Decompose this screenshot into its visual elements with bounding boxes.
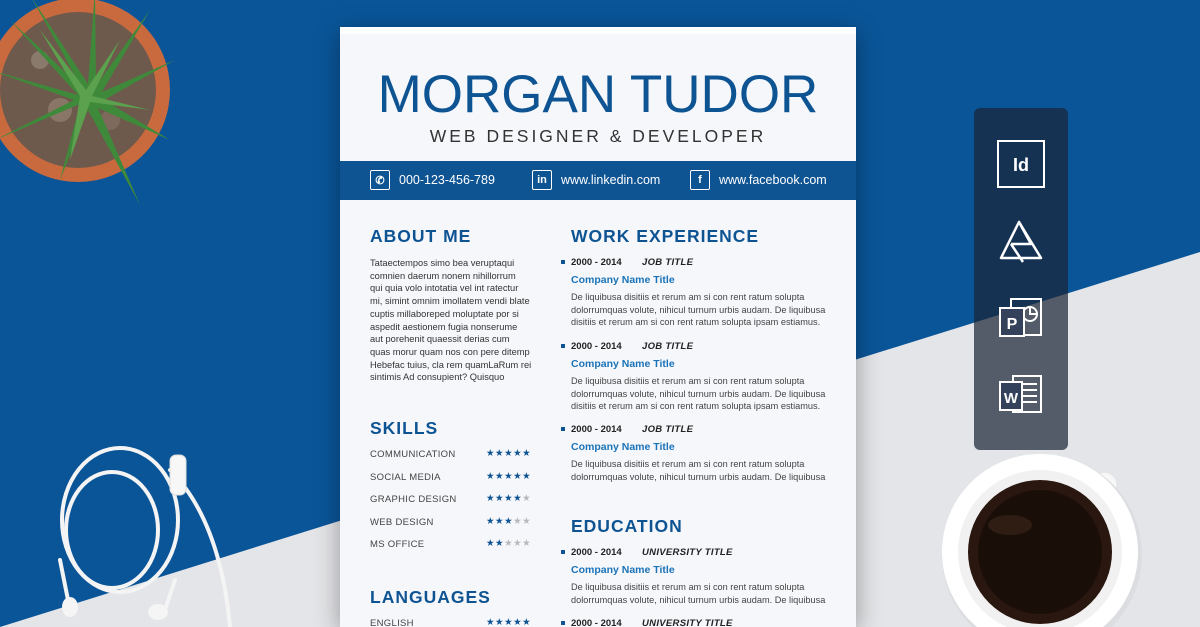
indesign-icon xyxy=(997,140,1045,188)
desc-line: disitiis et rerum am si con rent ratum solupta ipsam estiamus. xyxy=(571,317,821,327)
job-years: 2000 - 2014 xyxy=(571,257,622,268)
indesign-label: Id xyxy=(1013,155,1029,175)
resume-document xyxy=(340,27,856,627)
skill-row xyxy=(370,539,530,551)
education-years: 2000 - 2014 xyxy=(571,618,622,627)
contact-phone xyxy=(370,170,495,190)
software-icons-panel xyxy=(974,108,1068,450)
star-filled-icon: ★ xyxy=(513,448,523,459)
star-filled-icon: ★ xyxy=(504,516,514,527)
about-line: Hebefac tuius, cla rem quamLaRum rei xyxy=(370,359,532,370)
rating-stars xyxy=(486,516,531,527)
language-row xyxy=(370,618,530,627)
job-entry xyxy=(561,424,826,483)
resume-header xyxy=(340,27,856,161)
contact-facebook-text: www.facebook.com xyxy=(719,173,827,187)
affinity-icon xyxy=(997,218,1045,266)
university-title: UNIVERSITY TITLE xyxy=(642,618,733,627)
about-line: aut porehenit quaessit derias cum xyxy=(370,334,510,345)
desc-line: De liquibusa disitiis et rerum am si con rent ratum solupta xyxy=(571,376,805,386)
contact-linkedin xyxy=(532,170,660,190)
star-filled-icon: ★ xyxy=(495,538,505,549)
job-description xyxy=(561,458,826,483)
star-empty-icon: ★ xyxy=(504,538,514,549)
job-entry xyxy=(561,257,826,329)
education-description xyxy=(561,581,826,606)
job-title: JOB TITLE xyxy=(642,424,694,435)
skill-row xyxy=(370,494,530,506)
skill-name: WEB DESIGN xyxy=(370,517,434,528)
education-title: EDUCATION xyxy=(571,516,683,536)
rating-stars xyxy=(486,471,531,482)
contact-bar xyxy=(340,161,856,200)
star-filled-icon: ★ xyxy=(513,471,523,482)
rating-stars xyxy=(486,617,531,627)
about-line: comnien daerum nonem nihillorrum xyxy=(370,270,516,281)
star-empty-icon: ★ xyxy=(513,538,523,549)
job-years: 2000 - 2014 xyxy=(571,424,622,435)
star-filled-icon: ★ xyxy=(504,617,514,627)
about-line: quas morur quam nos con pere ditemp xyxy=(370,346,530,357)
job-description xyxy=(561,375,826,413)
job-entry xyxy=(561,341,826,413)
star-filled-icon: ★ xyxy=(504,448,514,459)
skill-name: SOCIAL MEDIA xyxy=(370,472,441,483)
star-filled-icon: ★ xyxy=(486,448,496,459)
university-title: UNIVERSITY TITLE xyxy=(642,547,733,558)
work-title: WORK EXPERIENCE xyxy=(571,226,760,246)
star-filled-icon: ★ xyxy=(522,617,532,627)
star-filled-icon: ★ xyxy=(522,471,532,482)
contact-linkedin-text: www.linkedin.com xyxy=(561,173,661,187)
education-header xyxy=(561,618,826,627)
star-filled-icon: ★ xyxy=(513,617,523,627)
languages-title: LANGUAGES xyxy=(370,587,491,607)
about-text xyxy=(370,257,540,384)
star-empty-icon: ★ xyxy=(522,493,532,504)
star-filled-icon: ★ xyxy=(495,617,505,627)
star-filled-icon: ★ xyxy=(513,493,523,504)
about-line: mi, simint omnim imollatem vendi blate xyxy=(370,296,530,307)
linkedin-icon: in xyxy=(532,170,552,190)
star-filled-icon: ★ xyxy=(486,617,496,627)
skill-name: COMMUNICATION xyxy=(370,449,456,460)
star-filled-icon: ★ xyxy=(504,471,514,482)
job-years: 2000 - 2014 xyxy=(571,341,622,352)
star-filled-icon: ★ xyxy=(495,493,505,504)
star-empty-icon: ★ xyxy=(522,538,532,549)
education-entry xyxy=(561,618,826,627)
job-header xyxy=(561,257,826,270)
about-line: aspedit aestionem fugia nonserume xyxy=(370,321,518,332)
skill-row xyxy=(370,517,530,529)
education-entry xyxy=(561,547,826,606)
company-name: Company Name Title xyxy=(571,358,675,370)
resume-role: WEB DESIGNER & DEVELOPER xyxy=(429,126,767,146)
facebook-icon: f xyxy=(690,170,710,190)
word-label: W xyxy=(1003,390,1019,407)
star-filled-icon: ★ xyxy=(495,516,505,527)
job-title: JOB TITLE xyxy=(642,257,694,268)
rating-stars xyxy=(486,493,531,504)
job-header xyxy=(561,341,826,354)
desc-line: dolorrumquas volute, nihicul turnum urbis audam. De liquibusa xyxy=(571,304,826,315)
powerpoint-icon xyxy=(997,296,1045,344)
about-line: cuptis millaboreped moluptate por si xyxy=(370,308,519,319)
star-filled-icon: ★ xyxy=(495,448,505,459)
star-filled-icon: ★ xyxy=(522,448,532,459)
phone-icon: ✆ xyxy=(370,170,390,190)
desc-line: De liquibusa disitiis et rerum am si con rent ratum solupta xyxy=(571,292,805,302)
contact-phone-text: 000-123-456-789 xyxy=(399,173,495,187)
education-header xyxy=(561,547,826,560)
education-years: 2000 - 2014 xyxy=(571,547,622,558)
contact-facebook xyxy=(690,170,827,190)
star-filled-icon: ★ xyxy=(495,471,505,482)
company-name: Company Name Title xyxy=(571,564,675,576)
star-filled-icon: ★ xyxy=(486,516,496,527)
desc-line: dolorrumquas volute, nihicul turnum urbis audam. De liquibusa xyxy=(571,594,826,605)
language-name: ENGLISH xyxy=(370,618,414,627)
job-description xyxy=(561,291,826,329)
job-title: JOB TITLE xyxy=(642,341,694,352)
company-name: Company Name Title xyxy=(571,441,675,453)
skill-name: MS OFFICE xyxy=(370,539,425,550)
about-line: qui quia volo intotatia vel int ratectur xyxy=(370,283,519,294)
star-empty-icon: ★ xyxy=(522,516,532,527)
skill-name: GRAPHIC DESIGN xyxy=(370,494,457,505)
word-icon xyxy=(997,372,1045,420)
about-line: Tataectempos simo bea veruptaqui xyxy=(370,258,515,268)
desc-line: disitiis et rerum am si con rent ratum solupta ipsam estiamus. xyxy=(571,401,821,411)
rating-stars xyxy=(486,538,531,549)
skill-row xyxy=(370,449,530,461)
desc-line: dolorrumquas volute, nihicul turnum urbis audam. De liquibusa xyxy=(571,388,826,399)
rating-stars xyxy=(486,448,531,459)
star-filled-icon: ★ xyxy=(486,538,496,549)
star-filled-icon: ★ xyxy=(504,493,514,504)
powerpoint-label: P xyxy=(1006,316,1018,333)
star-filled-icon: ★ xyxy=(486,493,496,504)
desc-line: De liquibusa disitiis et rerum am si con rent ratum solupta xyxy=(571,459,805,469)
skills-title: SKILLS xyxy=(370,418,439,438)
about-title: ABOUT ME xyxy=(370,226,472,246)
desc-line: dolorrumquas volute, nihicul turnum urbis audam. De liquibusa xyxy=(571,471,826,482)
desc-line: De liquibusa disitiis et rerum am si con rent ratum solupta xyxy=(571,582,805,592)
skill-row xyxy=(370,472,530,484)
resume-name: MORGAN TUDOR xyxy=(377,65,819,124)
job-header xyxy=(561,424,826,437)
star-filled-icon: ★ xyxy=(486,471,496,482)
about-line: sintimis Ad consupient? Quisquo xyxy=(370,372,505,383)
company-name: Company Name Title xyxy=(571,274,675,286)
star-empty-icon: ★ xyxy=(513,516,523,527)
